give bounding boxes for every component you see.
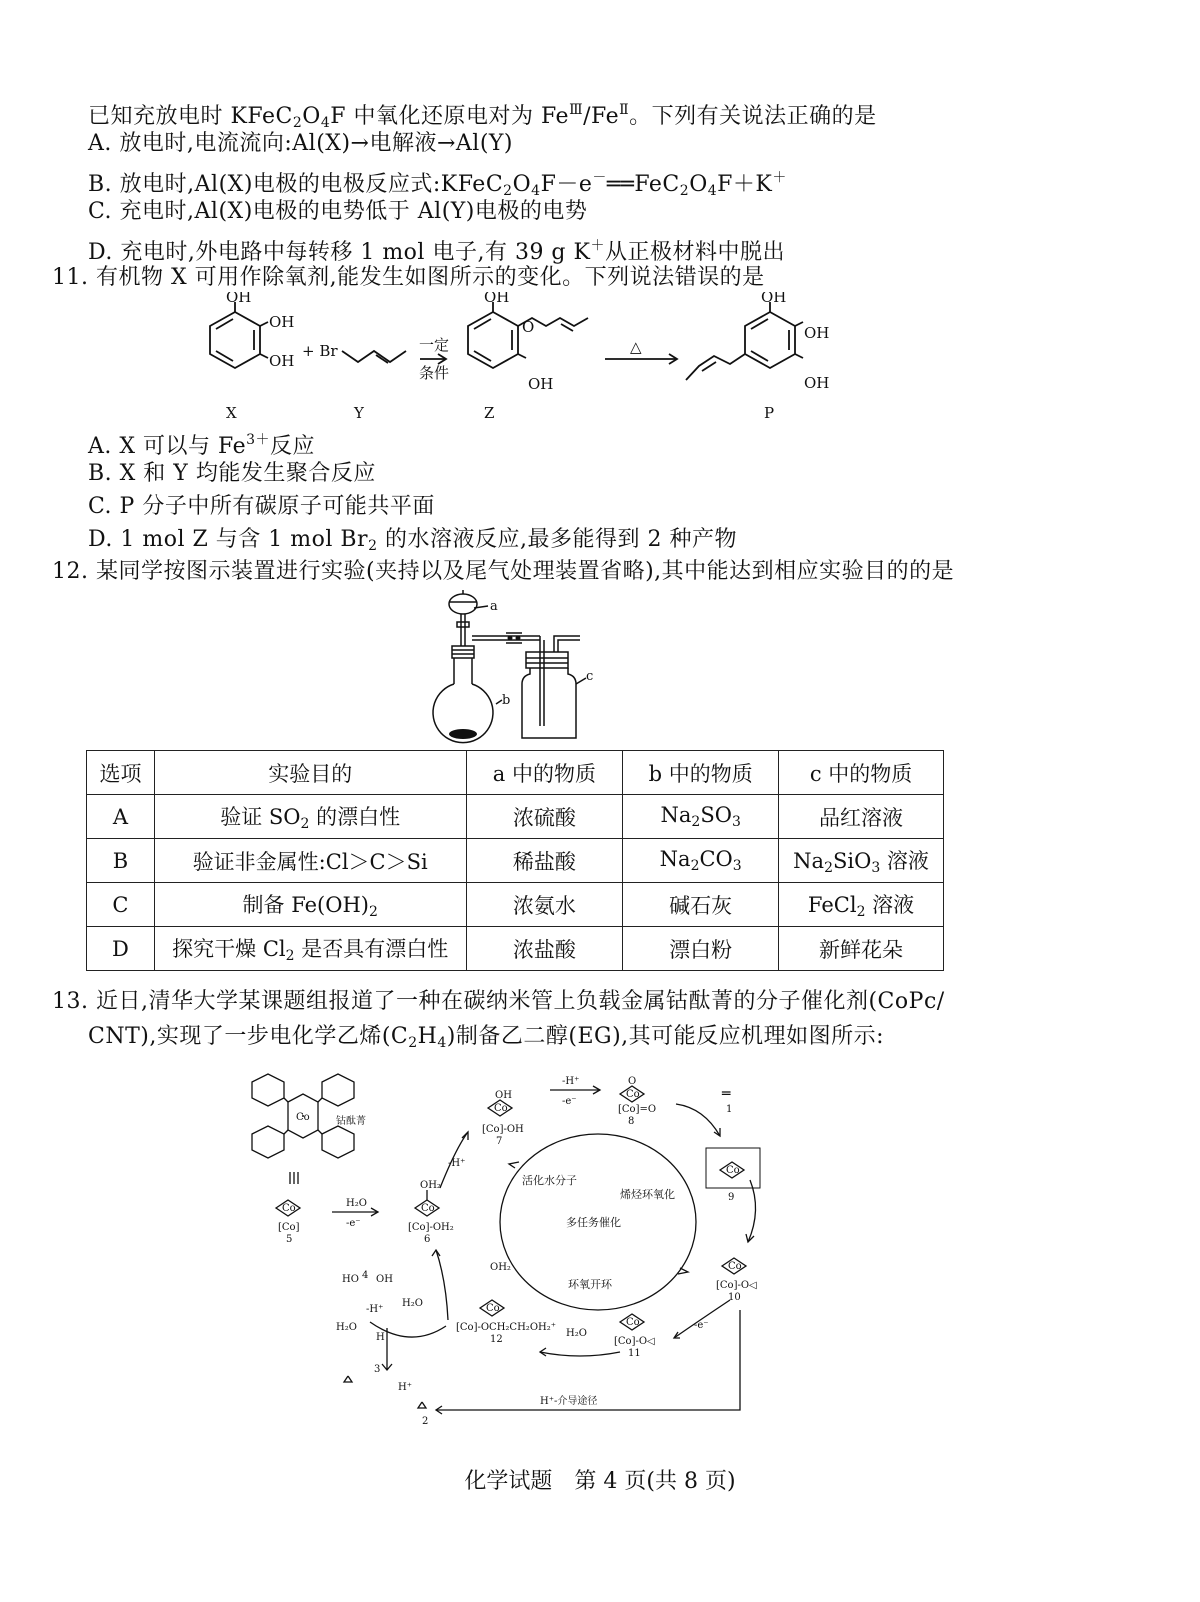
- q10-option-a: A. 放电时,电流流向:Al(X)→电解液→Al(Y): [88, 131, 514, 156]
- num-4: 4: [362, 1270, 369, 1281]
- center-label-4: 环氧开环: [568, 1278, 612, 1291]
- arrow-me-1: -e⁻: [346, 1218, 361, 1229]
- species-8: [Co]=O: [618, 1104, 657, 1115]
- arrow-me-2: -e⁻: [562, 1096, 577, 1107]
- table-cell: D: [87, 927, 155, 971]
- q10-option-c: C. 充电时,Al(X)电极的电势低于 Al(Y)电极的电势: [88, 199, 588, 224]
- co-8: Co: [626, 1089, 640, 1100]
- co-6: Co: [421, 1203, 435, 1214]
- table-row: [87, 795, 944, 839]
- h2o-4: H₂O: [336, 1322, 357, 1333]
- p-oh-3: OH: [804, 374, 830, 392]
- table-header: 实验目的: [154, 751, 466, 795]
- num-12: 12: [490, 1334, 503, 1345]
- h-3: H: [376, 1332, 385, 1343]
- q11-option-a: A. X 可以与 $Fe^{3+}$反应: [88, 432, 316, 459]
- co-9: Co: [726, 1165, 740, 1176]
- table-header: c 中的物质: [779, 751, 944, 795]
- table-cell: 浓盐酸: [466, 927, 623, 971]
- arrow-mh-2: -H⁺: [562, 1076, 580, 1087]
- oh-4: OH: [376, 1274, 393, 1285]
- num-10: 10: [728, 1292, 741, 1303]
- table-cell: 验证非金属性:Cl＞C＞Si: [154, 839, 466, 883]
- num-6: 6: [424, 1234, 431, 1245]
- x-oh-3: OH: [269, 352, 295, 370]
- p-oh-2: OH: [804, 324, 830, 342]
- num-9: 9: [728, 1192, 735, 1203]
- label-b: b: [502, 693, 511, 708]
- table-cell: 漂白粉: [623, 927, 779, 971]
- q12-options-table: [86, 750, 944, 971]
- table-cell: 稀盐酸: [466, 839, 623, 883]
- table-cell: 品红溶液: [779, 795, 944, 839]
- arrow-mh-3: -H⁺: [366, 1304, 384, 1315]
- table-cell: $Na_2SiO_3$ 溶液: [779, 839, 944, 883]
- num-5: 5: [286, 1234, 293, 1245]
- table-header: b 中的物质: [623, 751, 779, 795]
- table-cell: C: [87, 883, 155, 927]
- oh-7: OH: [495, 1090, 512, 1101]
- center-label-3: 多任务催化: [566, 1216, 621, 1229]
- o-8: O: [628, 1076, 637, 1087]
- label-y: Y: [354, 404, 364, 422]
- table-cell: 制备 $Fe(OH)_2$: [154, 883, 466, 927]
- num-3: 3: [374, 1364, 381, 1375]
- q11-option-b: B. X 和 Y 均能发生聚合反应: [88, 461, 376, 486]
- q11-option-c: C. P 分子中所有碳原子可能共平面: [88, 494, 435, 519]
- table-cell: 浓硫酸: [466, 795, 623, 839]
- q11-reaction-scheme: [180, 292, 860, 424]
- table-cell: FeCl$_2$ 溶液: [779, 883, 944, 927]
- ho-4: HO: [342, 1274, 359, 1285]
- table-cell: 验证 $SO_2$ 的漂白性: [154, 795, 466, 839]
- table-cell: 探究干燥 $Cl_2$ 是否具有漂白性: [154, 927, 466, 971]
- table-cell: 浓氨水: [466, 883, 623, 927]
- num-11: 11: [628, 1348, 641, 1359]
- q13-mechanism-diagram: [210, 1060, 810, 1430]
- species-11: [Co]-O◁: [614, 1336, 655, 1347]
- arrow-mh-1: -H⁺: [448, 1158, 466, 1169]
- co-5: Co: [282, 1203, 296, 1214]
- label-z: Z: [484, 404, 495, 422]
- num-8: 8: [628, 1116, 635, 1127]
- arrow-h2o-3: H₂O: [402, 1298, 423, 1309]
- co-12: Co: [486, 1303, 500, 1314]
- table-cell: $Na_2SO_3$: [623, 795, 779, 839]
- species-6: [Co]-OH₂: [408, 1222, 454, 1233]
- q13-stem-line2: CNT),实现了一步电化学乙烯$(C_2H_4)$制备乙二醇(EG),其可能反应机理如图所示:: [88, 1024, 885, 1051]
- center-label-1: 活化水分子: [522, 1174, 577, 1187]
- species-10: [Co]-O◁: [716, 1280, 757, 1291]
- table-cell: 新鲜花朵: [779, 927, 944, 971]
- num-7: 7: [496, 1136, 503, 1147]
- co-7: Co: [494, 1103, 508, 1114]
- arrow-h2o-2: H₂O: [566, 1328, 587, 1339]
- p-oh-1: OH: [761, 292, 787, 306]
- table-row: [87, 839, 944, 883]
- label-a: a: [490, 599, 498, 614]
- pc-co: Co: [296, 1112, 310, 1123]
- label-c: c: [586, 669, 594, 684]
- cond-1: 一定: [419, 336, 450, 354]
- table-cell: B: [87, 839, 155, 883]
- species-12: [Co]-OCH₂CH₂OH₂⁺: [456, 1322, 557, 1333]
- z-oh-2: OH: [528, 375, 554, 393]
- q10-option-d: D. 充电时,外电路中每转移 1 mol 电子,有 39 g K＋从正极材料中脱出: [88, 238, 785, 265]
- num-1: 1: [726, 1104, 733, 1115]
- table-cell: $Na_2CO_3$: [623, 839, 779, 883]
- y-br: + Br: [302, 342, 338, 360]
- pc-name: 钴酞菁: [336, 1116, 366, 1127]
- table-row: [87, 927, 944, 971]
- arrow-hplus: H⁺: [398, 1382, 412, 1393]
- q11-option-d: D. 1 mol Z 与含 1 mol $Br_2$ 的水溶液反应,最多能得到 2 种产物: [88, 527, 737, 554]
- ethene-1: ═: [722, 1086, 731, 1102]
- h-path-label: H⁺-介导途径: [540, 1396, 598, 1407]
- co-11: Co: [626, 1317, 640, 1328]
- table-header-row: [87, 751, 944, 795]
- page-footer: 化学试题 第 4 页(共 8 页): [464, 1469, 736, 1494]
- table-row: [87, 883, 944, 927]
- delta: △: [630, 338, 642, 356]
- species-5: [Co]: [278, 1222, 300, 1233]
- table-header: 选项: [87, 751, 155, 795]
- q13-stem-line1: 13. 近日,清华大学某课题组报道了一种在碳纳米管上负载金属钴酞菁的分子催化剂(CoPc/: [52, 989, 945, 1014]
- table-header: a 中的物质: [466, 751, 623, 795]
- arrow-h2o-1: H₂O: [346, 1198, 367, 1209]
- x-oh-1: OH: [226, 292, 252, 306]
- cond-2: 条件: [419, 364, 450, 382]
- label-x: X: [226, 404, 237, 422]
- species-7: [Co]-OH: [482, 1124, 524, 1135]
- num-2: 2: [422, 1416, 429, 1427]
- z-o: O: [522, 318, 535, 336]
- co-10: Co: [728, 1261, 742, 1272]
- label-p: P: [764, 404, 775, 422]
- q12-apparatus: [430, 588, 600, 746]
- center-label-2: 烯烃环氧化: [620, 1188, 675, 1201]
- oh2-12: OH₂: [490, 1262, 511, 1273]
- table-cell: A: [87, 795, 155, 839]
- q11-stem: 11. 有机物 X 可用作除氧剂,能发生如图所示的变化。下列说法错误的是: [52, 265, 765, 290]
- arrow-me-3: -e⁻: [694, 1320, 709, 1331]
- table-cell: 碱石灰: [623, 883, 779, 927]
- q10-stem: 已知充放电时 $KFeC_2O_4F$ 中氧化还原电对为 $Fe^Ⅲ/Fe^Ⅱ$。下列有关说法正确的是: [88, 102, 877, 131]
- z-oh-1: OH: [484, 292, 510, 306]
- q10-option-b: B. 放电时,Al(X)电极的电极反应式$:KFeC_2O_4F-e^-══FeC_2O_4F+K^+$: [88, 170, 787, 199]
- q12-stem: 12. 某同学按图示装置进行实验(夹持以及尾气处理装置省略),其中能达到相应实验目的的是: [52, 559, 955, 584]
- x-oh-2: OH: [269, 313, 295, 331]
- oh2-6: OH₂: [420, 1180, 441, 1191]
